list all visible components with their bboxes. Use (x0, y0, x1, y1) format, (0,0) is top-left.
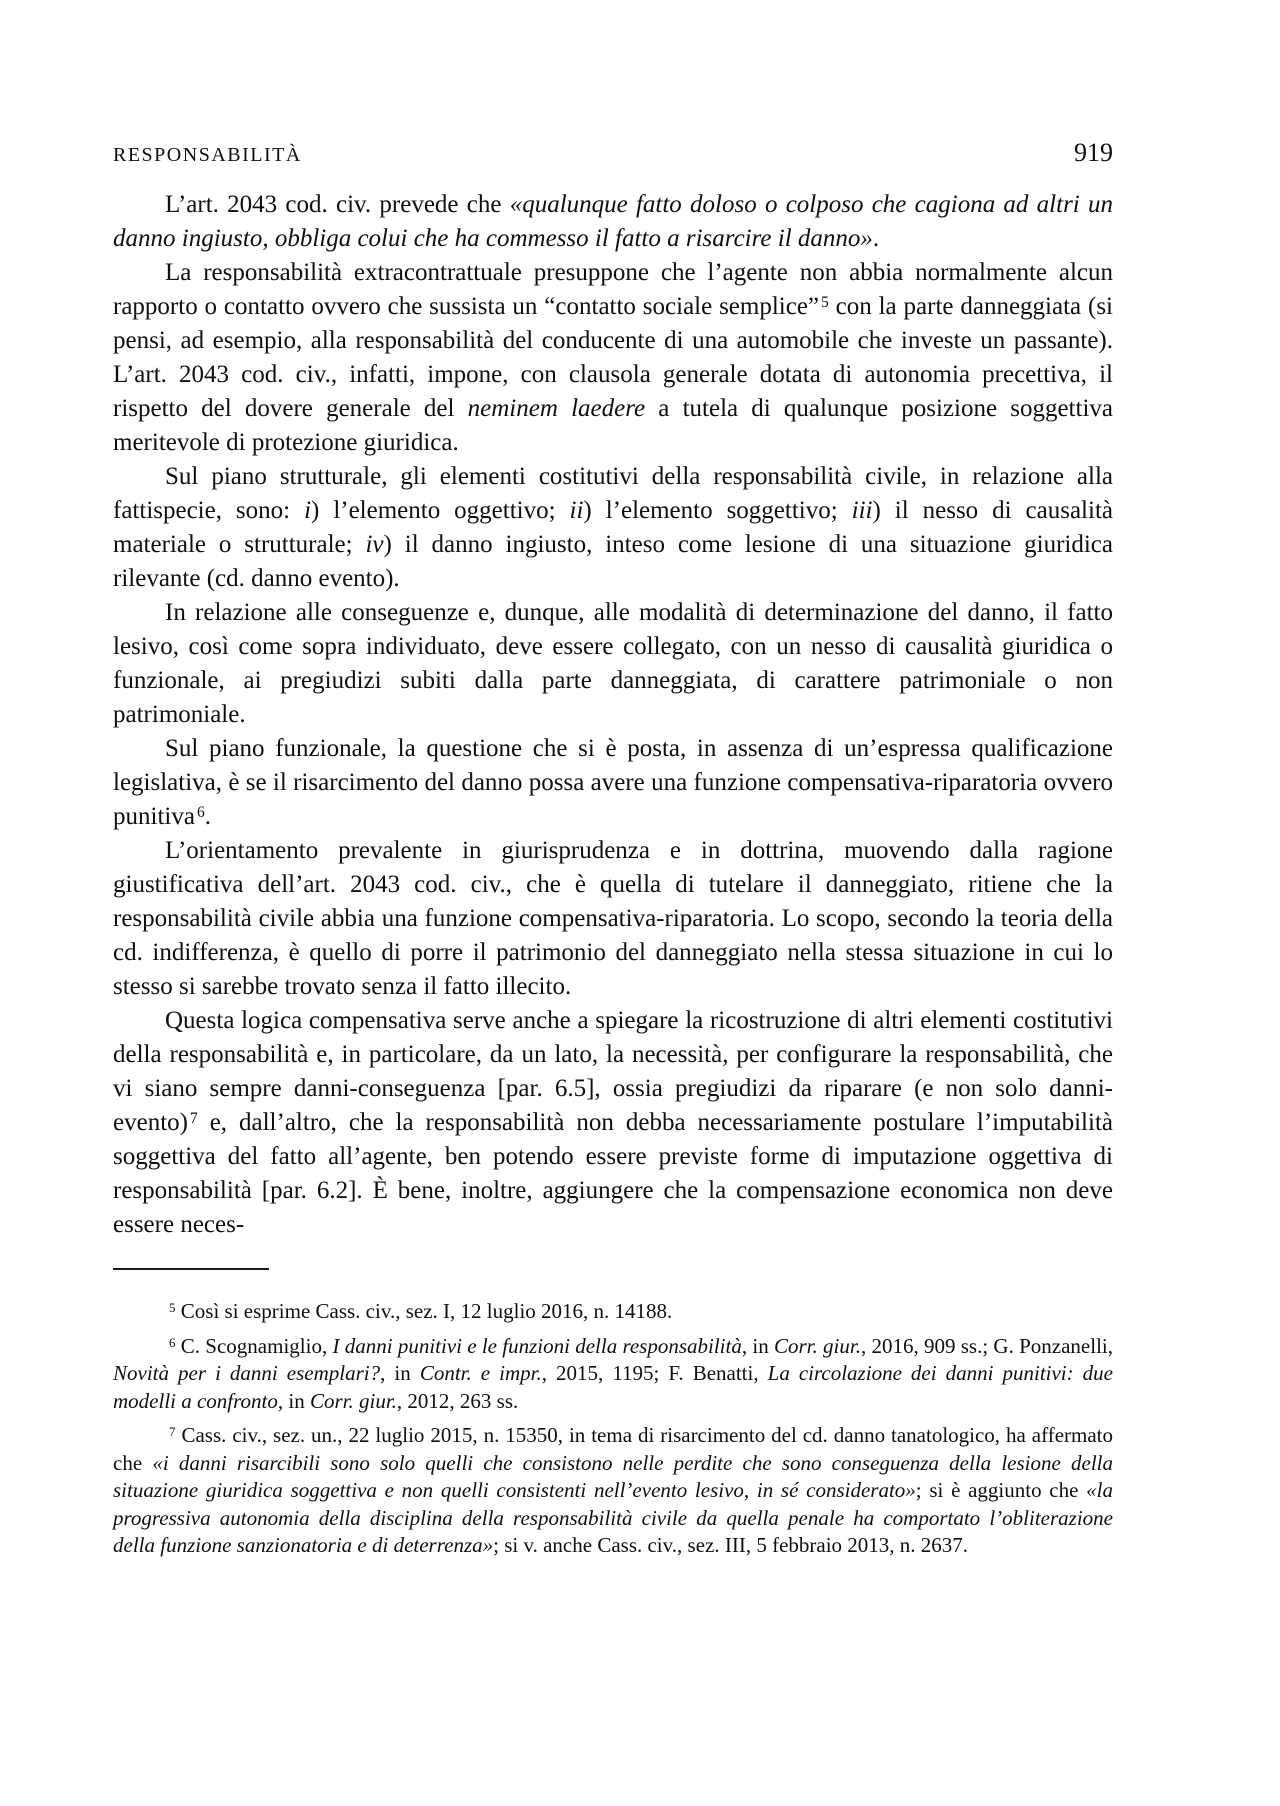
text-run: , 2012, 263 ss. (396, 1388, 519, 1413)
body-paragraph (113, 256, 1113, 460)
text-run: a tutela di qualunque posizione soggettiva meritevole di protezione giuridica. (113, 395, 1113, 456)
footnote (113, 1333, 1113, 1416)
text-run: I danni punitivi e le funzioni della responsabilità (332, 1333, 742, 1358)
text-run: , 2015, 1195; F. Benatti, (541, 1361, 768, 1385)
footnote (113, 1422, 1113, 1560)
running-head-title: RESPONSABILITÀ (113, 144, 302, 166)
text-run: con la parte danneggiata (si pensi, ad esempio, alla responsabilità del conducente di una automobile che investe un passante). L’art. 2043 cod. civ., infatti, impone, con clausola generale dotata di autonomia precettiva, il rispetto del dovere generale del (113, 293, 1113, 422)
text-run: . (872, 225, 880, 252)
text-run: «la progressiva autonomia della disciplina della responsabilità civile da quella penale ha comportato l’obliterazione della funzione sanzionatoria e di deterrenza» (113, 1478, 1113, 1557)
text-run: Così si esprime Cass. civ., sez. I, 12 luglio 2016, n. 14188. (175, 1299, 673, 1323)
body-paragraph (113, 460, 1113, 596)
page-number: 919 (1074, 138, 1113, 167)
text-run: iii (851, 497, 873, 524)
text-run: Sul piano strutturale, gli elementi costitutivi della responsabilità civile, in relazione alla fattispecie, sono: (113, 463, 1113, 524)
footnote-number: 7 (169, 1424, 176, 1440)
text-run: ) il danno ingiusto, inteso come lesione di una situazione giuridica rilevante (cd. danno evento). (113, 531, 1113, 592)
text-run: ; si è aggiunto che (915, 1478, 1087, 1502)
text-run: Novità per i danni esemplari? (113, 1361, 381, 1385)
text-run: neminem laedere (467, 395, 646, 422)
body-paragraph (113, 732, 1113, 834)
text-run: La responsabilità extracontrattuale presuppone che l’agente non abbia normalmente alcun rapporto o contatto ovvero che sussista un “contatto sociale semplice” (113, 259, 1113, 320)
text-run: Cass. civ., sez. un., 22 luglio 2015, n. 15350, in tema di risarcimento del cd. danno tanatologico, ha affermato che (113, 1423, 1113, 1475)
body-paragraph (113, 834, 1113, 1004)
footnote (113, 1298, 1113, 1326)
text-run: ) il nesso di causalità materiale o strutturale; (113, 497, 1113, 558)
text-run: . (204, 803, 211, 830)
text-run: Contr. e impr. (419, 1361, 542, 1385)
body-paragraph (113, 596, 1113, 732)
footnotes (113, 1298, 1113, 1560)
text-run: Sul piano funzionale, la questione che si è posta, in assenza di un’espressa qualificazione legislativa, è se il risarcimento del danno possa avere una funzione compensativa-riparatoria ovvero punitiva (113, 735, 1113, 830)
text-run: i (304, 497, 312, 524)
text-run: ) l’elemento soggettivo; (583, 497, 852, 524)
footnote-number: 7 (189, 1110, 198, 1128)
text-run: Corr. giur. (773, 1333, 861, 1358)
footnote-number: 6 (169, 1334, 176, 1350)
text-run: Corr. giur. (309, 1388, 397, 1413)
footnote-number: 5 (169, 1300, 176, 1316)
text-run: C. Scognamiglio, (175, 1333, 333, 1358)
text-run: «i danni risarcibili sono solo quelli che consistono nelle perdite che sono conseguenza della lesione della situazione giuridica soggettiva e non quelli consistenti nell’evento lesivo, in sé considerato» (113, 1450, 1113, 1502)
text-run: La circolazione dei danni punitivi: due modelli a confronto (113, 1361, 1113, 1413)
text-run: , in (741, 1333, 774, 1358)
body-paragraphs (113, 188, 1113, 1242)
text-run: In relazione alle conseguenze e, dunque, alle modalità di determinazione del danno, il fatto lesivo, così come sopra individuato, deve essere collegato, con un nesso di causalità giuridica o funzionale, ai pregiudizi subiti dalla parte danneggiata, di carattere patrimoniale o non patrimoniale. (113, 599, 1113, 728)
text-run: ; si v. anche Cass. civ., sez. III, 5 febbraio 2013, n. 2637. (493, 1533, 969, 1557)
text-run: L’art. 2043 cod. civ. prevede che (165, 191, 510, 218)
text-run: , in (380, 1361, 420, 1385)
text-run: «qualunque fatto doloso o colposo che cagiona ad altri un danno ingiusto, obbliga colui che ha commesso il fatto a risarcire il danno» (113, 191, 1113, 252)
text-run: Questa logica compensativa serve anche a spiegare la ricostruzione di altri elementi costitutivi della responsabilità e, in particolare, da un lato, la necessità, per configurare la responsabilità, che vi siano sempre danni-conseguenza [par. 6.5], ossia pregiudizi da riparare (e non solo danni-evento) (113, 1007, 1113, 1136)
footnote-separator (113, 1268, 269, 1270)
text-run: e, dall’altro, che la responsabilità non debba necessariamente postulare l’imputabilità soggettiva del fatto all’agente, ben potendo essere previste forme di imputazione oggettiva di responsabilità [par. 6.2]. È bene, inoltre, aggiungere che la compensazione economica non deve essere neces- (113, 1109, 1113, 1238)
body-paragraph (113, 188, 1113, 256)
text-run: , in (277, 1388, 310, 1413)
body-paragraph (113, 1004, 1113, 1242)
text-run: , 2016, 909 ss.; G. Ponzanelli, (860, 1333, 1114, 1358)
footnote-number: 5 (821, 294, 829, 312)
text-run: iv (365, 531, 384, 558)
footnote-number: 6 (196, 804, 205, 822)
text-run: L’orientamento prevalente in giurisprudenza e in dottrina, muovendo dalla ragione giustificativa dell’art. 2043 cod. civ., che è quella di tutelare il danneggiato, ritiene che la responsabilità civile abbia una funzione compensativa-riparatoria. Lo scopo, secondo la teoria della cd. indifferenza, è quello di porre il patrimonio del danneggiato nella stessa situazione in cui lo stesso si sarebbe trovato senza il fatto illecito. (113, 837, 1113, 1000)
text-run: ii (569, 497, 584, 524)
page-header (113, 138, 1113, 168)
text-run: ) l’elemento oggettivo; (311, 497, 570, 524)
